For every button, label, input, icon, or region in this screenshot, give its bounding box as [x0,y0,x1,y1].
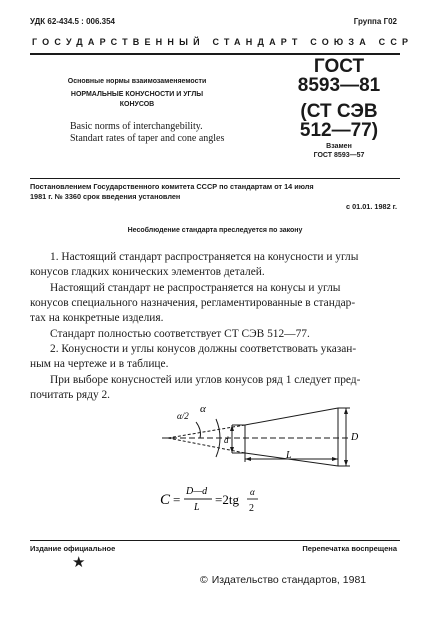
sev-line-1: (СТ СЭВ [300,101,378,122]
formula-numerator: D—d [186,486,208,497]
paragraph-2-line-1: Настоящий стандарт не распространяется на конусы и углы [50,282,341,294]
paragraph-4-line-2: ным на чертеже и в таблице. [30,358,169,370]
cone-diagram [150,400,365,470]
footer-rule [30,540,400,541]
legal-warning: Несоблюдение стандарта преследуется по закону [127,227,303,234]
formula-C: C [160,492,171,508]
formula-frac-numerator: α [250,487,255,497]
formula-equals-1: = [173,492,181,507]
official-edition: Издание официальное [30,544,116,553]
sev-line-2: 512—77) [299,120,379,141]
paragraph-5-line-1: При выборе конусностей или углов конусов ряд 1 следует пред- [50,374,361,386]
paragraph-4-line-1: 2. Конусности и углы конусов должны соответствовать указан- [50,343,357,355]
d-label: d [224,435,229,445]
star-icon: ★ [72,555,86,571]
title-line-2: КОНУСОВ [119,101,155,108]
title-line-1: НОРМАЛЬНЫЕ КОНУСНОСТИ И УГЛЫ [70,91,204,98]
group-code: Группа Г02 [353,17,397,26]
effective-date: с 01.01. 1982 г. [346,202,397,211]
english-title-line-2: Standart rates of taper and cone angles [70,133,225,144]
english-title-line-1: Basic norms of interchangebility. [70,121,203,132]
L-label: L [286,450,292,461]
paragraph-5-line-2: почитать ряду 2. [30,389,111,401]
formula-frac-denominator: 2 [249,503,254,514]
formula-2tg: =2tg [215,492,239,507]
decree-line-1: Постановлением Государственного комитета СССР по стандартам от 14 июля [30,182,314,191]
paragraph-3-line-1: Стандарт полностью соответствует СТ СЭВ 512—77. [50,328,310,340]
cone-upper-edge [245,408,338,425]
paragraph-1-line-1: 1. Настоящий стандарт распространяется на конусности и углы [50,251,359,263]
replaces-value: ГОСТ 8593—57 [313,152,365,159]
reprint-prohibited: Перепечатка воспрещена [302,544,397,553]
publisher: Издательство стандартов, 1981 [211,574,367,586]
basic-norms-caption: Основные нормы взаимозаменяемости [67,78,207,85]
D-label: D [351,432,359,443]
alpha-label: α [200,403,206,415]
udk-code: УДК 62-434.5 : 006.354 [30,17,115,26]
copyright-icon: © [200,574,208,586]
formula-denominator: L [194,502,200,513]
decree-line-2: 1981 г. № 3360 срок введения установлен [30,192,181,201]
gost-label: ГОСТ [313,56,365,77]
gost-number: 8593—81 [297,75,381,96]
apex-upper-extension [168,425,245,438]
state-standard-banner: ГОСУДАРСТВЕННЫЙ СТАНДАРТ СОЮЗА ССР [32,37,414,47]
paragraph-2-line-3: тах на конкретные изделия. [30,312,164,324]
copyright-line [200,574,370,586]
taper-formula [160,480,300,516]
alpha-half-label: α/2 [177,411,189,421]
alpha-half-arc [196,422,201,438]
replaces-label: Взамен [326,143,352,150]
top-rule [30,53,400,55]
paragraph-1-line-2: конусов гладких конических элементов деталей. [30,266,265,278]
paragraph-2-line-2: конусов специального назначения, регламентированные в стандар- [30,297,356,309]
apex-lower-extension [168,438,245,453]
middle-rule [30,178,400,179]
